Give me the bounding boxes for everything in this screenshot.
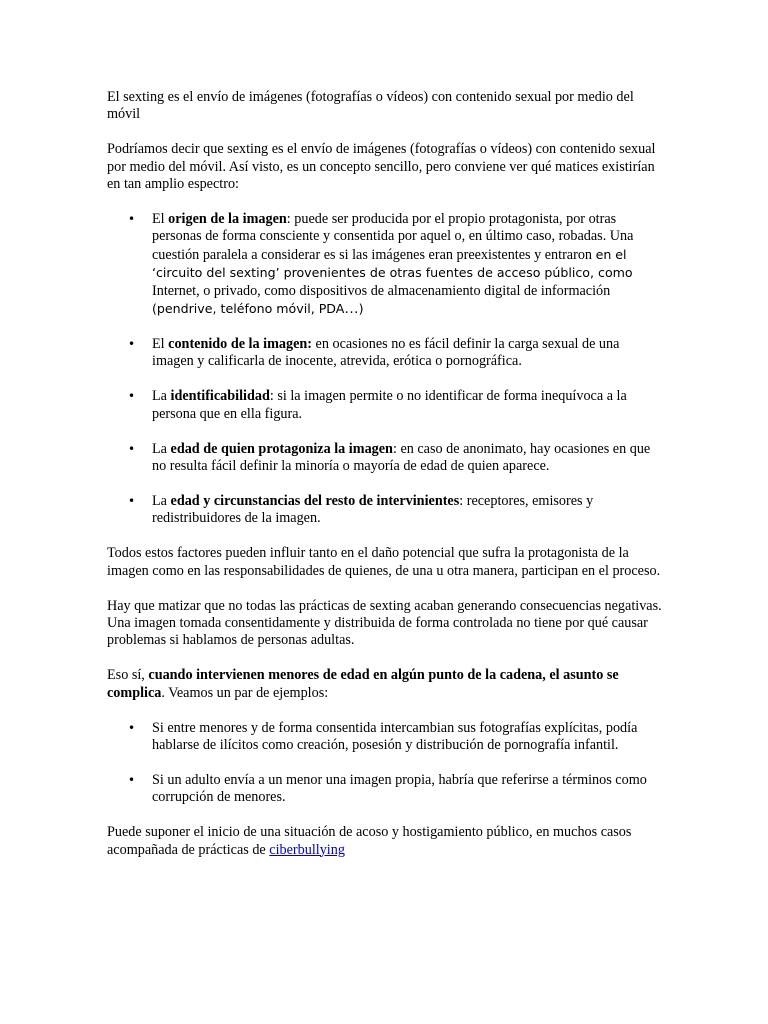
example-text: Si un adulto envía a un menor una imagen propia, habría que referirse a términos como corrupción de menores.	[152, 771, 647, 806]
item-lead: La	[152, 388, 171, 405]
item-text: : receptores, emisores y redistribuidores de la imagen.	[152, 492, 594, 527]
item-lead: La	[152, 440, 171, 457]
intro-paragraph: Podríamos decir que sexting es el envío de imágenes (fotografías o vídeos) con contenido sexual por medio del móvil. Así visto, es un concepto sencillo, pero conviene ver qué matices existirían en tan amplio espectro:	[107, 141, 656, 193]
example-text: Si entre menores y de forma consentida intercambian sus fotografías explícitas, podía hablarse de ilícitos como creación, posesión y distribución de pornografía infantil.	[152, 719, 638, 753]
item-lead: El	[152, 335, 169, 352]
document-page	[107, 89, 663, 877]
item-text: en ocasiones no es fácil definir la carga sexual de una imagen y calificarla de inocente, atrevida, erótica o pornográfica.	[152, 335, 620, 370]
item-term: edad y circunstancias del resto de intervinientes	[170, 492, 460, 509]
list-item	[107, 493, 663, 528]
minors-tail: . Veamos un par de ejemplos:	[161, 684, 329, 701]
item-term: origen de la imagen	[168, 211, 287, 228]
examples-list	[107, 720, 663, 807]
item-lead: El	[152, 211, 169, 228]
final-text: Puede suponer el inicio de una situación de acoso y hostigamiento público, en muchos casos acompañada de prácticas de	[107, 824, 632, 858]
item-text: : en caso de anonimato, hay ocasiones en que no resulta fácil definir la minoría o mayoría de edad de quien aparece.	[152, 440, 651, 474]
item-term: edad de quien protagoniza la imagen	[170, 440, 393, 457]
bullet-icon: •	[128, 389, 136, 404]
factors-paragraph: Todos estos factores pueden influir tanto en el daño potencial que sufra la protagonista de la imagen como en las responsabilidades de quienes, de una u otra manera, participan en el proceso.	[107, 545, 661, 579]
minors-paragraph	[107, 667, 663, 702]
item-text-alt-font: (pendrive, teléfono móvil, PDA	[152, 301, 345, 317]
item-text: Internet, o privado, como dispositivos de almacenamiento digital de información	[152, 282, 611, 299]
item-text-alt-font: )	[358, 301, 364, 317]
item-text: : si la imagen permite o no identificar de forma inequívoca a la persona que en ella figura.	[152, 388, 627, 422]
item-ellipsis: …	[344, 301, 359, 318]
ciberbullying-link[interactable]: ciberbullying	[269, 841, 345, 858]
bullet-icon: •	[128, 772, 136, 787]
bullet-icon: •	[128, 336, 136, 351]
item-lead: La	[152, 492, 171, 509]
document-title: El sexting es el envío de imágenes (fotografías o vídeos) con contenido sexual por medio del móvil	[107, 89, 634, 123]
final-paragraph	[107, 824, 663, 859]
bullet-icon: •	[128, 720, 136, 735]
list-item	[107, 211, 663, 318]
matizar-paragraph: Hay que matizar que no todas las prácticas de sexting acaban generando consecuencias negativas. Una imagen tomada consentidamente y distribuida de forma controlada no tiene por qué causar problemas si hablamos de personas adultas.	[107, 597, 662, 649]
item-text-alt-font: en el ‘circuito del sexting’ provenientes de otras fuentes de acceso público, como	[152, 246, 633, 281]
list-item	[107, 441, 663, 476]
list-item	[107, 772, 663, 807]
minors-lead: Eso sí,	[107, 667, 149, 684]
list-item	[107, 720, 663, 755]
item-text: : puede ser producida por el propio protagonista, por otras personas de forma consciente y consentida por aquel o, en último caso, robadas. Una cuestión paralela a considerar es si las imágenes eran preexistentes y entraron	[152, 211, 634, 263]
bullet-icon: •	[128, 441, 136, 456]
list-item	[107, 388, 663, 423]
minors-emphasis: cuando intervienen menores de edad en algún punto de la cadena, el asunto se complica	[107, 667, 619, 701]
item-term: contenido de la imagen:	[168, 335, 312, 352]
aspects-list	[107, 211, 663, 528]
list-item	[107, 336, 663, 371]
bullet-icon: •	[128, 212, 136, 227]
bullet-icon: •	[128, 493, 136, 508]
item-term: identificabilidad	[170, 388, 270, 405]
